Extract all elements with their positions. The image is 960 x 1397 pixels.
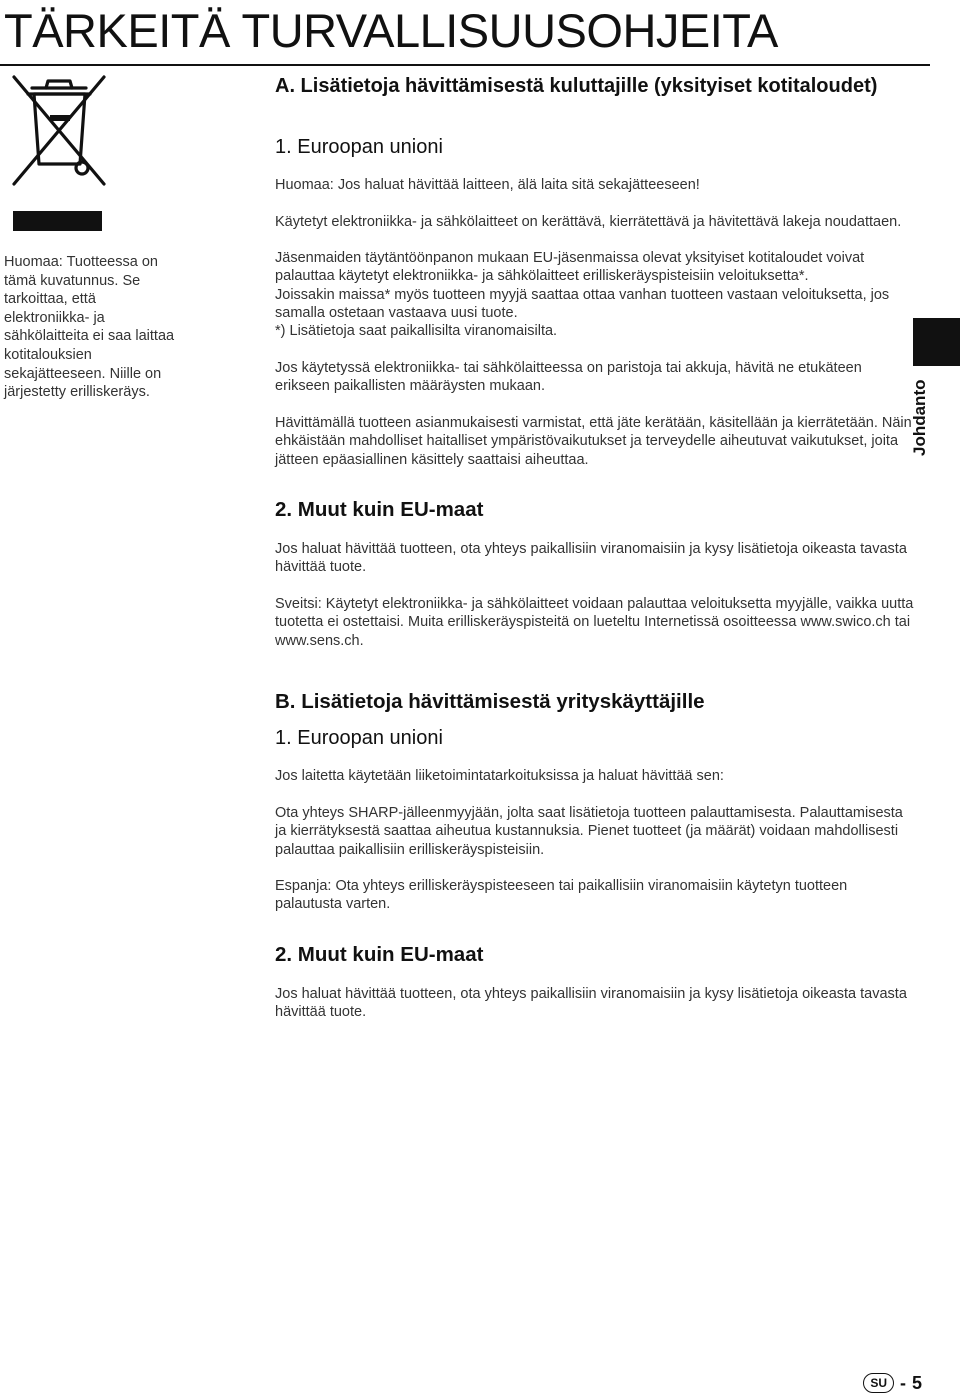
page-number: 5 [911,1372,922,1393]
section-b-paragraph-spain: Espanja: Ota yhteys erilliskeräyspisteeseen tai paikallisiin viranomaisiin käytetyn tuotteen palautusta varten. [275,878,848,913]
title-underline [0,64,930,66]
section-a-paragraph-batteries: Jos käytetyssä elektroniikka- tai sähkölaitteessa on paristoja tai akkuja, hävitä ne etukäteen erikseen paikallisten määräysten mukaan. [275,360,862,395]
page-footer [863,1372,922,1394]
page-separator: - [899,1372,906,1393]
section-a-paragraph-return: Jäsenmaiden täytäntöönpanon mukaan EU-jäsenmaissa olevat yksityiset kotitaloudet voivat palauttaa käytetyt elektroniikka- ja sähkölaitteet erilliskeräyspisteisiin veloituksetta*. [275,250,865,285]
section-b-non-eu-subheading: 2. Muut kuin EU-maat [275,943,484,966]
language-badge: SU [863,1373,894,1393]
crossed-bin-underbar [13,211,102,231]
section-a-non-eu-subheading: 2. Muut kuin EU-maat [275,498,484,521]
section-b-paragraph-non-eu: Jos haluat hävittää tuotteen, ota yhteys paikallisiin viranomaisiin ja kysy lisätietoja oikeasta tavasta hävittää tuote. [275,986,907,1021]
section-b-heading: B. Lisätietoja hävittämisestä yrityskäyttäjille [275,690,705,713]
section-a-paragraph-retailer: Joissakin maissa* myös tuotteen myyjä saattaa ottaa vanhan tuotteen vastaan veloituksetta, jos samalla ostetaan vastaava uusi tuote. [275,287,890,322]
section-a-eu-subheading: 1. Euroopan unioni [275,136,443,158]
section-a-paragraph-non-eu: Jos haluat hävittää tuotteen, ota yhteys paikallisiin viranomaisiin ja kysy lisätietoja oikeasta tavasta hävittää tuote. [275,541,907,576]
section-a-paragraph-switzerland: Sveitsi: Käytetyt elektroniikka- ja sähkölaitteet voidaan palauttaa veloituksetta myyjälle, vaikka uutta tuotetta ei ostettaisi. Muita erilliskeräyspisteitä on lueteltu Internetissä osoitteessa www.swico.ch tai www.sens.ch. [275,596,914,649]
section-a-note: Huomaa: Jos haluat hävittää laitteen, älä laita sitä sekajätteeseen! [275,177,700,193]
section-a-paragraph-environment: Hävittämällä tuotteen asianmukaisesti varmistat, että jäte kerätään, käsitellään ja kierrätetään. Näin ehkäistään mahdolliset haitalliset ympäristövaikutukset ja terveydelle aiheutuvat vaikutukset, joita jätteen epäasiallinen käsittely saattaisi aiheuttaa. [275,415,912,468]
section-a-paragraph-collection: Käytetyt elektroniikka- ja sähkölaitteet on kerättävä, kierrätettävä ja hävitettävä lakeja noudattaen. [275,214,902,230]
section-b-paragraph-sharp: Ota yhteys SHARP-jälleenmyyjään, jolta saat lisätietoja tuotteen palauttamisesta. Palauttamisesta ja kierrätyksestä saattaa aiheutua kustannuksia. Pienet tuotteet (ja määrät) voidaan mahdollisesti palauttaa paikallisiin erilliskeräyspisteisiin. [275,805,903,858]
side-tab-label: Johdanto [910,379,929,456]
side-tab-marker [913,318,960,366]
section-a-paragraph-footnote: *) Lisätietoja saat paikallisilta viranomaisilta. [275,323,558,339]
section-b-paragraph-business: Jos laitetta käytetään liiketoimintatarkoituksissa ja haluat hävittää sen: [275,768,724,784]
page-title: TÄRKEITÄ TURVALLISUUSOHJEITA [4,4,778,57]
section-b-eu-subheading: 1. Euroopan unioni [275,727,443,749]
symbol-explanation-note: Huomaa: Tuotteessa on tämä kuvatunnus. Se tarkoittaa, että elektroniikka- ja sähkölaitteita ei saa laittaa kotitalouksien sekajätteeseen. Niille on järjestetty erilliskeräys. [4,254,175,401]
section-a-heading: A. Lisätietoja hävittämisestä kuluttajille (yksityiset kotitaloudet) [275,75,878,97]
crossed-out-wheelie-bin-icon [6,72,110,192]
